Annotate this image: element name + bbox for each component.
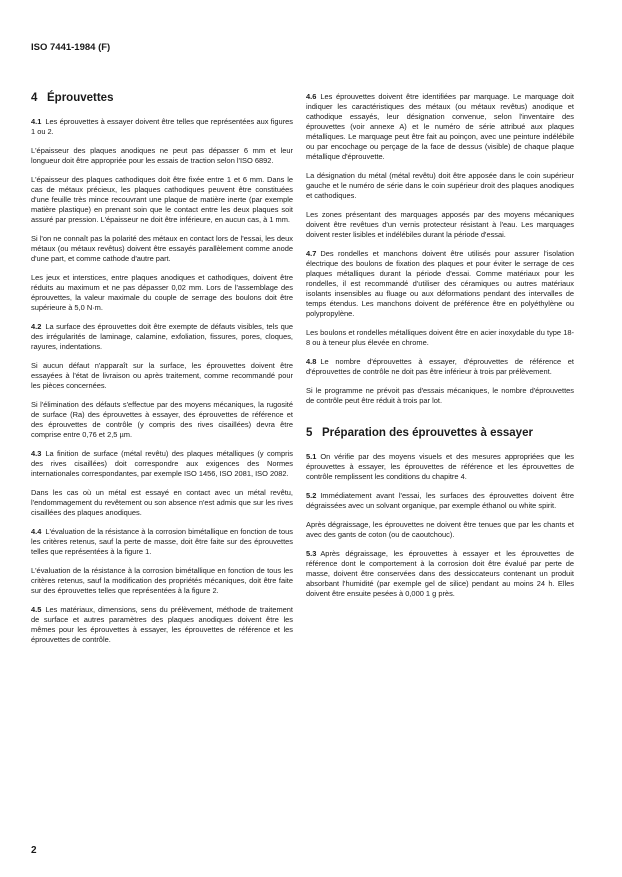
paragraph — [306, 452, 574, 482]
paragraph — [31, 273, 293, 313]
document-id: ISO 7441-1984 (F) — [31, 42, 111, 53]
paragraph-text: L'épaisseur des plaques anodiques ne peut pas dépasser 6 mm et leur longueur doit être appropriée pour les essais de traction selon l'ISO 6892. — [31, 146, 293, 165]
paragraph — [31, 527, 293, 557]
section-heading-5 — [306, 427, 574, 439]
paragraph-text: Les boulons et rondelles métalliques doivent être en acier inoxydable du type 18-8 ou à teneur plus élevée en chrome. — [306, 328, 574, 347]
paragraph — [31, 117, 293, 137]
section-heading-4 — [31, 92, 293, 104]
paragraph-text: Les matériaux, dimensions, sens du prélèvement, méthode de traitement de surface et autres paramètres des plaques anodiques doivent être les mêmes pour les éprouvettes à essayer, les éprouvettes de référence et les éprouvettes de contrôle. — [31, 605, 293, 644]
paragraph-text: On vérifie par des moyens visuels et des mesures appropriées que les éprouvettes à essayer, les éprouvettes de référence et les éprouvettes de contrôle remplissent les conditions du chapitre 4. — [306, 452, 574, 481]
paragraph-text: La surface des éprouvettes doit être exempte de défauts visibles, tels que des irrégularités de laminage, calamine, exfoliation, fissures, pores, cloques, rayures, indentations. — [31, 322, 293, 351]
paragraph — [306, 520, 574, 540]
paragraph-text: Le nombre d'éprouvettes à essayer, d'éprouvettes de référence et d'éprouvettes de contrôle ne doit pas être inférieur à trois par prélèvement. — [306, 357, 574, 376]
paragraph — [31, 175, 293, 225]
paragraph-text: Les éprouvettes à essayer doivent être telles que représentées aux figures 1 ou 2. — [31, 117, 293, 136]
paragraph-text: Après dégraissage, les éprouvettes à essayer et les éprouvettes de référence dont le comportement à la corrosion doit être évalué par perte de masse, doivent être conservées dans des dessiccateurs contenant un produit absorbant l'humidité (par exemple gel de silice) pendant au moins 24 h. Elles doivent être ensuite pesées à 0,000 1 g près. — [306, 549, 574, 598]
paragraph-text: La désignation du métal (métal revêtu) doit être apposée dans le coin supérieur gauche et le numéro de série dans le coin supérieur droit des plaques anodiques et cathodiques. — [306, 171, 574, 200]
clause-number: 4.1 — [31, 117, 42, 126]
paragraph — [31, 322, 293, 352]
paragraph — [306, 249, 574, 319]
right-column — [306, 92, 574, 608]
section-number: 4 — [31, 92, 38, 104]
paragraph-text: Les jeux et interstices, entre plaques anodiques et cathodiques, doivent être réduits au maximum et ne pas dépasser 0,02 mm. Lors de l'assemblage des éprouvettes, la valeur maximale du couple de serrage des boulons doit être supérieure à 5,0 N·m. — [31, 273, 293, 312]
clause-number: 4.8 — [306, 357, 317, 366]
clause-number: 4.7 — [306, 249, 317, 258]
paragraph-text: Dans les cas où un métal est essayé en contact avec un métal revêtu, l'endommagement du revêtement ou son absence n'est admis que sur les rives cisaillées des plaques anodiques. — [31, 488, 293, 517]
paragraph-text: Des rondelles et manchons doivent être utilisés pour assurer l'isolation électrique des boulons de fixation des plaques et pour éviter le serrage de ces plaques métalliques durant la période d'essai. Comme matériaux pour les rondelles, il est recommandé d'utiliser des céramiques ou autres matériaux isolants insensibles au fluage ou aux déformations pendant des intervalles de temps étendus. Les manchons doivent de préférence être en polyéthylène ou polypropylène. — [306, 249, 574, 318]
paragraph-text: Les éprouvettes doivent être identifiées par marquage. Le marquage doit indiquer les caractéristiques des métaux (ou métaux revêtus) anodique et cathodique essayés, leur désignation convenue, selon l'inventaire des éprouvettes (voir annexe A) et le numéro de série attribué aux plaques métalliques. Le marquage peut être fait au poinçon, avec une peinture indélébile ou par encochage ou perçage de la face de dessus (visible) de chaque plaque métallique d'éprouvette. — [306, 92, 574, 161]
right-paragraphs-b — [306, 452, 574, 599]
paragraph-text: Si l'élimination des défauts s'effectue par des moyens mécaniques, la rugosité de surface (Ra) des éprouvettes à essayer, des éprouvettes de référence et des éprouvettes de contrôle (y compris des rives cisaillées) devra être comprise entre 0,76 et 2,5 µm. — [31, 400, 293, 439]
paragraph — [306, 171, 574, 201]
clause-number: 4.3 — [31, 449, 42, 458]
paragraph-text: Les zones présentant des marquages apposés par des moyens mécaniques doivent être revêtues d'un vernis protecteur résistant à l'eau. Les marquages doivent rester lisibles et indélébiles durant la période d'essai. — [306, 210, 574, 239]
paragraph — [31, 146, 293, 166]
section-number: 5 — [306, 427, 313, 439]
section-title: Préparation des éprouvettes à essayer — [322, 427, 533, 439]
clause-number: 4.5 — [31, 605, 42, 614]
paragraph-text: L'épaisseur des plaques cathodiques doit être fixée entre 1 et 6 mm. Dans le cas de métaux précieux, les plaques cathodiques peuvent être constituées d'une feuille très mince recouvrant une plaque de matière inerte (par exemple matière plastique) en prenant soin que le contact entre les deux plaques soit assuré par pression. L'épaisseur ne doit être inférieure, en aucun cas, à 1 mm. — [31, 175, 293, 224]
paragraph — [31, 488, 293, 518]
paragraph-text: Si l'on ne connaît pas la polarité des métaux en contact lors de l'essai, les deux métaux (ou métaux revêtus) doivent être essayés parallèlement comme anode d'une part, et comme cathode d'autre part. — [31, 234, 293, 263]
clause-number: 5.1 — [306, 452, 317, 461]
paragraph — [306, 386, 574, 406]
clause-number: 4.6 — [306, 92, 317, 101]
right-paragraphs-a — [306, 92, 574, 406]
paragraph-text: Après dégraissage, les éprouvettes ne doivent être tenues que par les chants et avec des gants de coton (ou de caoutchouc). — [306, 520, 574, 539]
clause-number: 4.4 — [31, 527, 42, 536]
paragraph — [306, 328, 574, 348]
paragraph — [31, 566, 293, 596]
paragraph-text: Si aucun défaut n'apparaît sur la surface, les éprouvettes doivent être essayées à l'état de livraison ou après traitement, comme recommandé pour les pièces concernées. — [31, 361, 293, 390]
paragraph — [306, 357, 574, 377]
left-paragraphs — [31, 117, 293, 645]
paragraph-text: Immédiatement avant l'essai, les surfaces des éprouvettes doivent être dégraissées avec un solvant organique, par exemple éthanol ou white spirit. — [306, 491, 574, 510]
paragraph — [306, 491, 574, 511]
paragraph — [31, 449, 293, 479]
paragraph — [31, 234, 293, 264]
paragraph — [31, 361, 293, 391]
paragraph-text: L'évaluation de la résistance à la corrosion bimétallique en fonction de tous les critères retenus, sauf la modification des propriétés mécaniques, doit être faite sur des éprouvettes telles que représentées à la figure 2. — [31, 566, 293, 595]
paragraph — [31, 605, 293, 645]
paragraph-text: La finition de surface (métal revêtu) des plaques métalliques (y compris des rives cisaillées) doit correspondre aux exigences des Normes internationales correspondantes, par exemple ISO 1456, ISO 2081, ISO 2082. — [31, 449, 293, 478]
page-number: 2 — [31, 845, 37, 856]
paragraph — [306, 210, 574, 240]
paragraph — [306, 549, 574, 599]
paragraph-text: L'évaluation de la résistance à la corrosion bimétallique en fonction de tous les critères retenus, sauf la perte de masse, doit être faite sur des éprouvettes telles que représentées à la figure 1. — [31, 527, 293, 556]
clause-number: 4.2 — [31, 322, 42, 331]
paragraph-text: Si le programme ne prévoit pas d'essais mécaniques, le nombre d'éprouvettes de contrôle peut être réduit à trois par lot. — [306, 386, 574, 405]
section-title: Éprouvettes — [47, 92, 114, 104]
left-column — [31, 92, 293, 654]
clause-number: 5.2 — [306, 491, 317, 500]
clause-number: 5.3 — [306, 549, 317, 558]
paragraph — [306, 92, 574, 162]
paragraph — [31, 400, 293, 440]
